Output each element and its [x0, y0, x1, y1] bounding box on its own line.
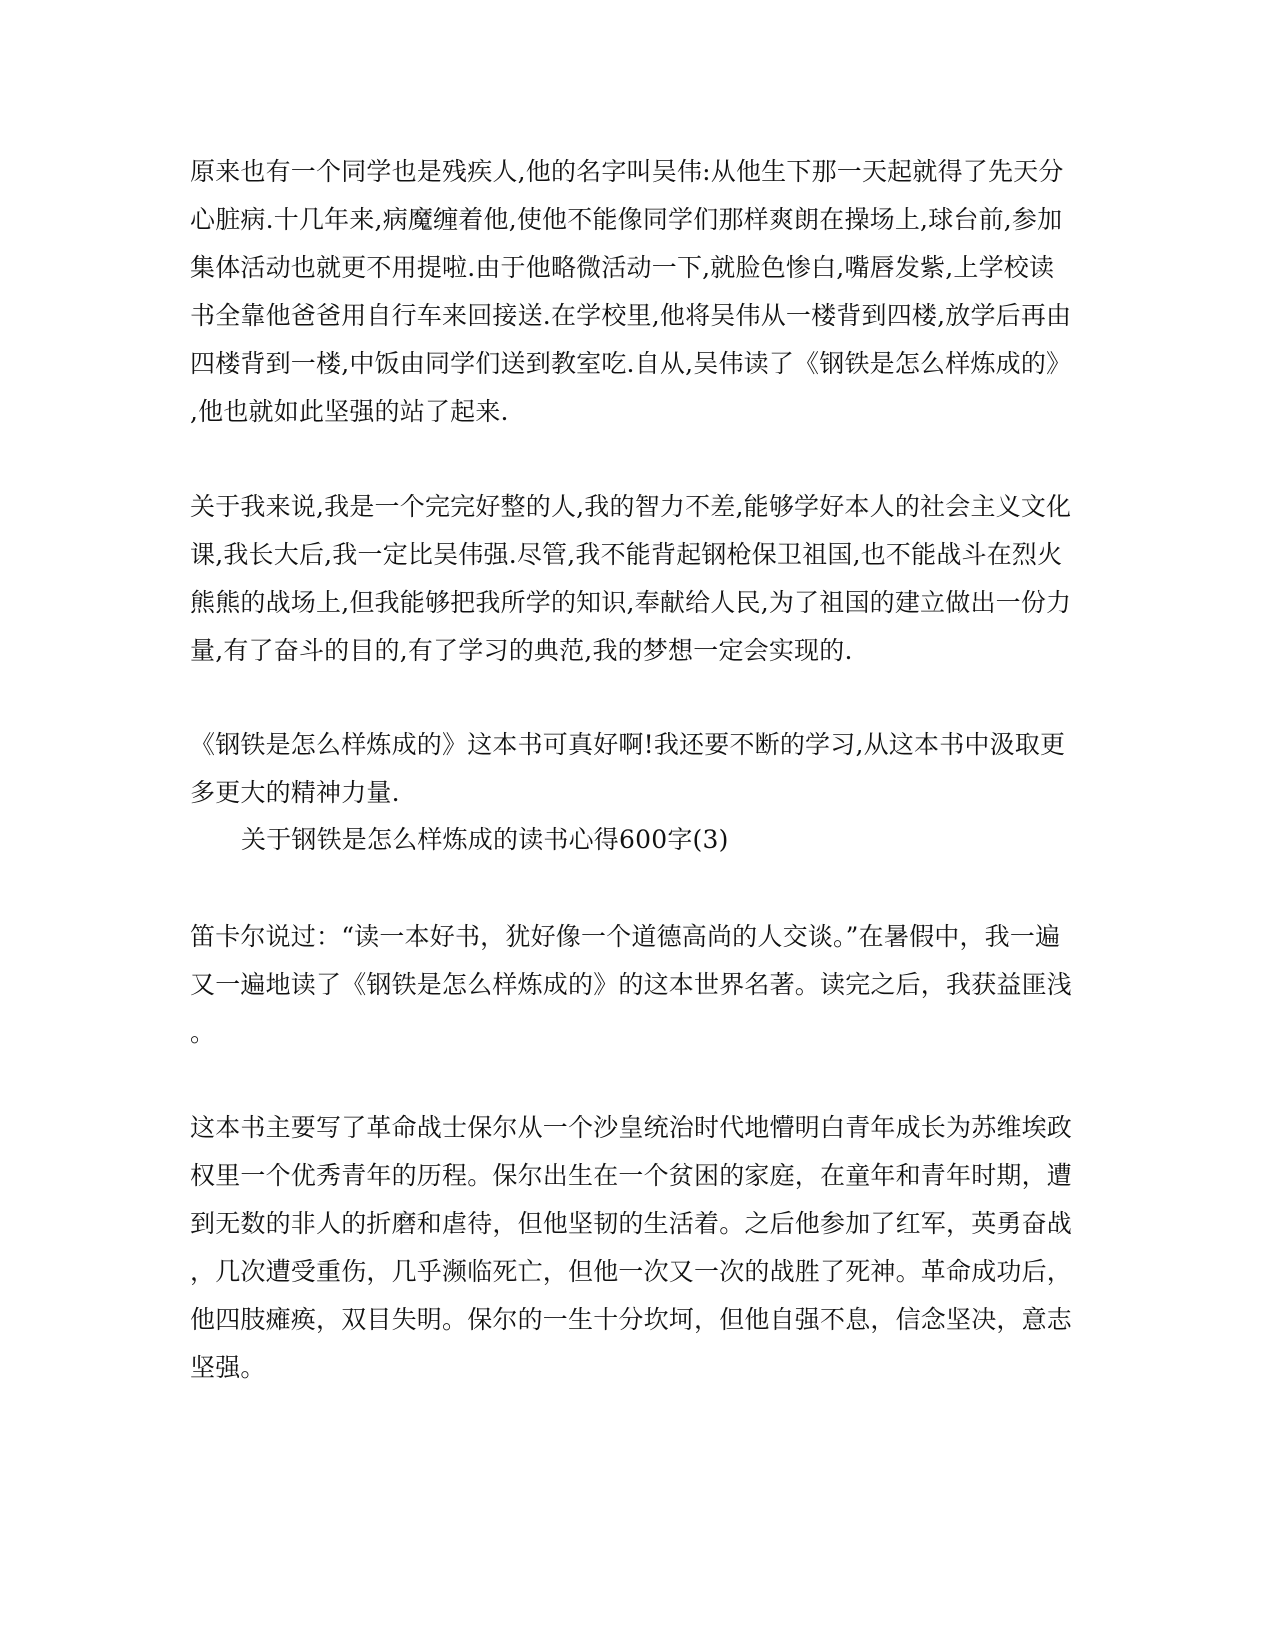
paragraph-3-line-1: 《钢铁是怎么样炼成的》这本书可真好啊!我还要不断的学习,从这本书中汲取更: [190, 730, 1066, 759]
paragraph-3-line-2: 多更大的精神力量.: [190, 778, 400, 807]
section-title: 关于钢铁是怎么样炼成的读书心得600字(3): [241, 825, 729, 854]
paragraph-2-line-3: 熊熊的战场上,但我能够把我所学的知识,奉献给人民,为了祖国的建立做出一份力: [190, 588, 1072, 617]
paragraph-1-line-5: 四楼背到一楼,中饭由同学们送到教室吃.自从,吴伟读了《钢铁是怎么样炼成的》: [190, 349, 1072, 378]
paragraph-5-line-3: 到无数的非人的折磨和虐待，但他坚韧的生活着。之后他参加了红军，英勇奋战: [190, 1209, 1073, 1238]
paragraph-5-line-2: 权里一个优秀青年的历程。保尔出生在一个贫困的家庭，在童年和青年时期，遭: [190, 1161, 1073, 1190]
paragraph-2-line-1: 关于我来说,我是一个完完好整的人,我的智力不差,能够学好本人的社会主义文化: [190, 492, 1072, 521]
paragraph-1-line-1: 原来也有一个同学也是残疾人,他的名字叫吴伟:从他生下那一天起就得了先天分: [190, 157, 1064, 186]
paragraph-5-line-1: 这本书主要写了革命战士保尔从一个沙皇统治时代地懵明白青年成长为苏维埃政: [190, 1113, 1073, 1142]
paragraph-1-line-2: 心脏病.十几年来,病魔缠着他,使他不能像同学们那样爽朗在操场上,球台前,参加: [190, 205, 1063, 234]
paragraph-1-line-6: ,他也就如此坚强的站了起来.: [190, 397, 509, 426]
paragraph-4-line-1: 笛卡尔说过：“读一本好书，犹好像一个道德高尚的人交谈。”在暑假中，我一遍: [190, 922, 1061, 951]
paragraph-1-line-3: 集体活动也就更不用提啦.由于他略微活动一下,就脸色惨白,嘴唇发紫,上学校读: [190, 253, 1055, 282]
paragraph-5-line-5: 他四肢瘫痪，双目失明。保尔的一生十分坎坷，但他自强不息，信念坚决，意志: [190, 1305, 1073, 1334]
paragraph-5-line-4: ，几次遭受重伤，几乎濒临死亡，但他一次又一次的战胜了死神。革命成功后，: [190, 1257, 1073, 1286]
paragraph-1-line-4: 书全靠他爸爸用自行车来回接送.在学校里,他将吴伟从一楼背到四楼,放学后再由: [190, 301, 1072, 330]
paragraph-4-line-2: 又一遍地读了《钢铁是怎么样炼成的》的这本世界名著。读完之后，我获益匪浅: [190, 970, 1073, 999]
paragraph-2-line-4: 量,有了奋斗的目的,有了学习的典范,我的梦想一定会实现的.: [190, 636, 853, 665]
paragraph-4-line-3: 。: [190, 1018, 216, 1047]
paragraph-5-line-6: 坚强。: [190, 1353, 266, 1382]
paragraph-2-line-2: 课,我长大后,我一定比吴伟强.尽管,我不能背起钢枪保卫祖国,也不能战斗在烈火: [190, 540, 1063, 569]
